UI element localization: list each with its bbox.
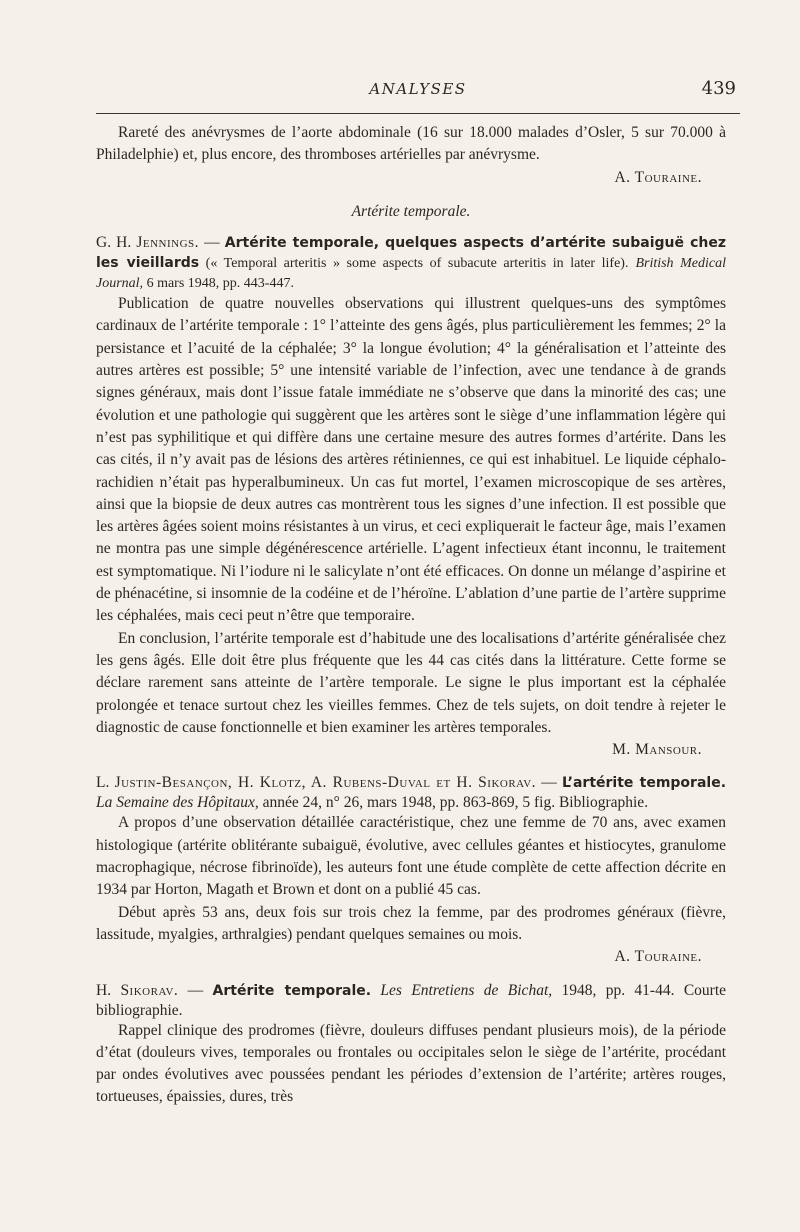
ref3-dash: — (178, 981, 213, 999)
ref2-paragraph-2: Début après 53 ans, deux fois sur trois chez la femme, par des prodromes généraux (fièvre, lassitude, myalgies, arthralgies) pendant quelques semaines ou mois. (96, 903, 726, 943)
ref2-author-prefix: L. (96, 774, 110, 792)
spacer (96, 761, 726, 773)
ref3-title: Artérite temporale. (212, 982, 372, 999)
ref3-source-details: 1948, pp. 41-44. Courte bibliographie. (96, 981, 727, 1019)
ref2-signature: A. Touraine. (614, 948, 702, 966)
section-title: Artérite temporale. (351, 202, 471, 220)
ref1-source-journal: British Medical Journal, (96, 256, 726, 292)
ref3-author: Sikorav. (120, 981, 179, 999)
page-number: 439 (701, 78, 736, 99)
spacer (96, 969, 726, 981)
ref2-source-details: année 24, n° 26, mars 1948, pp. 863-869, 5 fig. Bibliographie. (258, 794, 649, 812)
intro-signature: A. Touraine. (614, 168, 702, 186)
ref3-source-journal: Les Entretiens de Bichat, (371, 981, 553, 999)
ref1-title: Artérite temporale, quelques aspects d’artérite subaiguë chez les vieillards (96, 235, 727, 272)
ref1-signature: M. Mansour. (612, 741, 702, 759)
ref2-authors: Justin-Besançon, H. Klotz, A. Rubens-Duval et H. Sikorav. (114, 774, 537, 792)
running-title: ANALYSES (369, 80, 467, 98)
ref2-title: L’artérite temporale. (561, 775, 727, 792)
ref1-dash: — (199, 234, 225, 252)
reference-3 (96, 981, 726, 1020)
ref1-paragraph-2: En conclusion, l’artérite temporale est d’habitude une des localisations d’artérite généralisée chez les gens âgés. Elle doit être plus fréquente que les 44 cas cités dans la littérature. Cette forme se déclare rarement sans atteinte de l’artère temporale. Le signe le plus important est la céphalée prolongée et tenace surtout chez les vieilles femmes. Chez de tels sujets, on doit tendre à rejeter le diagnostic de cause fonctionnelle et bien examiner les artères temporales. (96, 629, 726, 736)
reference-1 (96, 233, 726, 293)
ref2-paragraph-1: A propos d’une observation détaillée caractéristique, chez une femme de 70 ans, avec examen histologique (artérite oblitérante subaiguë, évolutive, avec cellules géantes et histiocytes, granulome macrophagique, nécrose fibrinoïde), les auteurs font une étude complète de cette affection décrite en 1934 par Horton, Magath et Brown et dont on a publié 45 cas. (96, 814, 726, 899)
running-head (100, 80, 736, 108)
intro-paragraph: Rareté des anévrysmes de l’aorte abdominale (16 sur 18.000 malades d’Osler, 5 sur 70.000 à Philadelphie) et, plus encore, des thromboses artérielles par anévrysme. (96, 124, 726, 164)
ref1-paragraph-1: Publication de quatre nouvelles observations qui illustrent quelques-uns des symptômes cardinaux de l’artérite temporale : 1° l’atteinte des gens âgés, plus particulièrement les femmes; 2° la persistance et l’acuité de la céphalée; 3° la longue évolution; 4° la généralisation et l’atteinte des autres artères est possible; 5° une intensité variable de l’infection, avec une tendance à de grands signes généraux, mais dont l’issue fatale immédiate ne s’observe que dans la minorité des cas; une évolution et une pathologie qui suggèrent que les artères sont le siège d’une inflammation légère qui n’est pas syphilitique et qui diffère dans une certaine mesure des autres formes d’artérite. Dans les cas cités, il n’y avait pas de lésions des artères rétiniennes, ce qui est inhabituel. Le liquide céphalo-rachidien n’était pas hyperalbumineux. Un cas fut mortel, l’examen microscopique de ses artères, ainsi que la biopsie de deux autres cas montrèrent tous les signes d’une infection. Il est possible que les artères âgées soient moins résistantes à un virus, et ceci expliquerait le facteur âge, mais l’examen ne montra pas une simple dégénérescence artérielle. L’agent infectieux étant inconnu, le traitement est symptomatique. Ni l’iodure ni le salicylate n’ont été efficaces. On donne un mélange d’aspirine et de phénacétine, si insomnie de la codéine et de l’héroïne. L’ablation d’une partie de l’artère supprime les céphalées, mais ceci peut n’être que temporaire. (96, 295, 726, 625)
ref1-translation: (« Temporal arteritis » some aspects of subacute arteritis in later life). (199, 256, 629, 272)
ref2-source-journal: La Semaine des Hôpitaux, (96, 794, 259, 812)
ref1-author-prefix: G. H. (96, 234, 132, 252)
ref2-dash: — (536, 774, 562, 792)
header-rule (96, 113, 740, 114)
article-body (96, 122, 726, 1109)
ref1-author: Jennings. (136, 234, 200, 252)
ref3-paragraph-1: Rappel clinique des prodromes (fièvre, douleurs diffuses pendant plusieurs mois), de la période d’état (douleurs vives, temporales ou frontales ou occipitales selon le siège de l’artérite, procédant par ondes évolutives avec poussées pendant les périodes d’extension de l’artérite; artères rouges, tortueuses, épaissies, dures, très (96, 1021, 726, 1106)
ref3-author-prefix: H. (96, 981, 112, 999)
ref1-source-details: 6 mars 1948, pp. 443-447. (143, 276, 294, 292)
reference-2 (96, 773, 726, 812)
